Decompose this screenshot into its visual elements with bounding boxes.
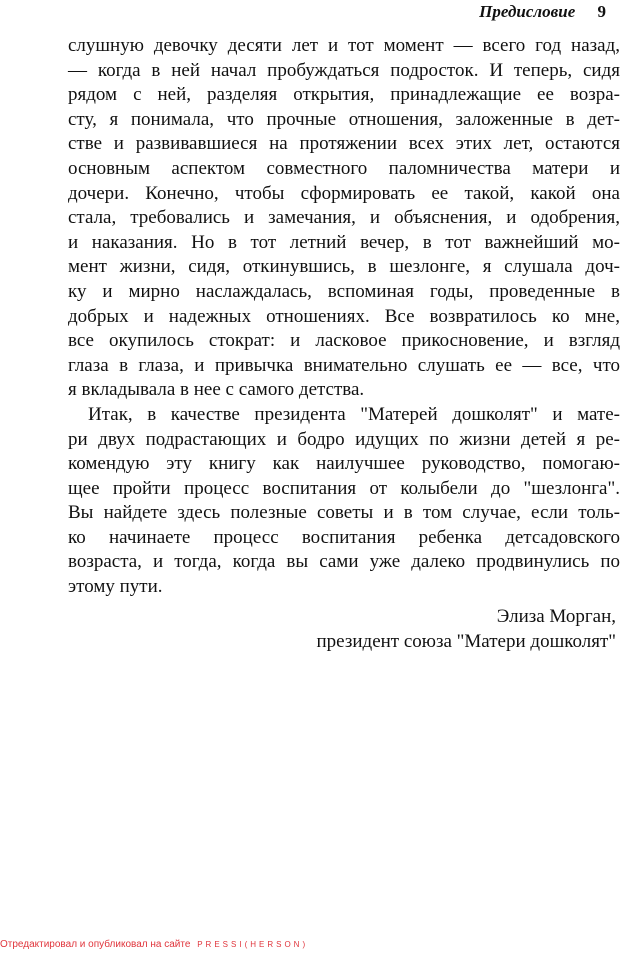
body-text [68,34,620,600]
signature [317,605,616,654]
text-line: этому пути. [68,576,163,598]
text-line: Итак, в качестве президента "Матерей дошколят" и мате- [88,403,620,425]
text-line: все окупилось стократ: и ласковое прикосновение, и взгляд [68,330,620,352]
text-line: стве и развивавшиеся на протяжении всех этих лет, остаются [68,133,620,155]
text-line: щее пройти процесс воспитания от колыбели до "шезлонга". [68,477,620,499]
text-line: дочери. Конечно, чтобы сформировать ее такой, какой она [68,182,620,204]
text-line: ку и мирно наслаждалась, вспоминая годы, проведенные в [68,280,620,302]
text-line: я вкладывала в нее с самого детства. [68,379,365,401]
signature-name: Элиза Морган, [496,606,616,627]
text-line: комендую эту книгу как наилучшее руководство, помогаю- [68,453,620,475]
text-line: возраста, и тогда, когда вы сами уже далеко продвинулись по [68,551,620,573]
text-line: — когда в ней начал пробуждаться подросток. И теперь, сидя [68,59,620,81]
text-line: и наказания. Но в тот летний вечер, в тот важнейший мо- [68,231,620,253]
footer-note [0,939,308,951]
text-line: мент жизни, сидя, откинувшись, в шезлонге, я слушала доч- [68,256,620,278]
running-head [479,2,606,22]
footer-text: Отредактировал и опубликовал на сайте [0,939,191,950]
text-line: слушную девочку десяти лет и тот момент — всего год назад, [68,35,620,56]
text-line: глаза в глаза, и привычка внимательно слушать ее — все, что [68,354,620,376]
text-line: стала, требовались и замечания, и объяснения, и одобрения, [68,207,620,229]
text-line: рядом с ней, разделяя открытия, принадлежащие ее возра- [68,84,620,106]
text-line: сту, я понимала, что прочные отношения, заложенные в дет- [68,108,620,130]
section-title: Предисловие [479,2,576,21]
text-line: основным аспектом совместного паломничества матери и [68,157,620,179]
paragraph-2 [68,403,620,600]
text-line: добрых и надежных отношениях. Все возвратилось ко мне, [68,305,620,327]
text-line: Вы найдете здесь полезные советы и в том случае, если толь- [68,502,620,524]
text-line: ко начинаете процесс воспитания ребенка детсадовского [68,526,620,548]
text-line: ри двух подрастающих и бодро идущих по жизни детей я ре- [68,428,620,450]
paragraph-1 [68,34,620,403]
signature-title: президент союза "Матери дошколят" [316,630,616,652]
page-number: 9 [597,2,606,21]
footer-site-name: PRESSI(HERSON) [197,940,309,949]
